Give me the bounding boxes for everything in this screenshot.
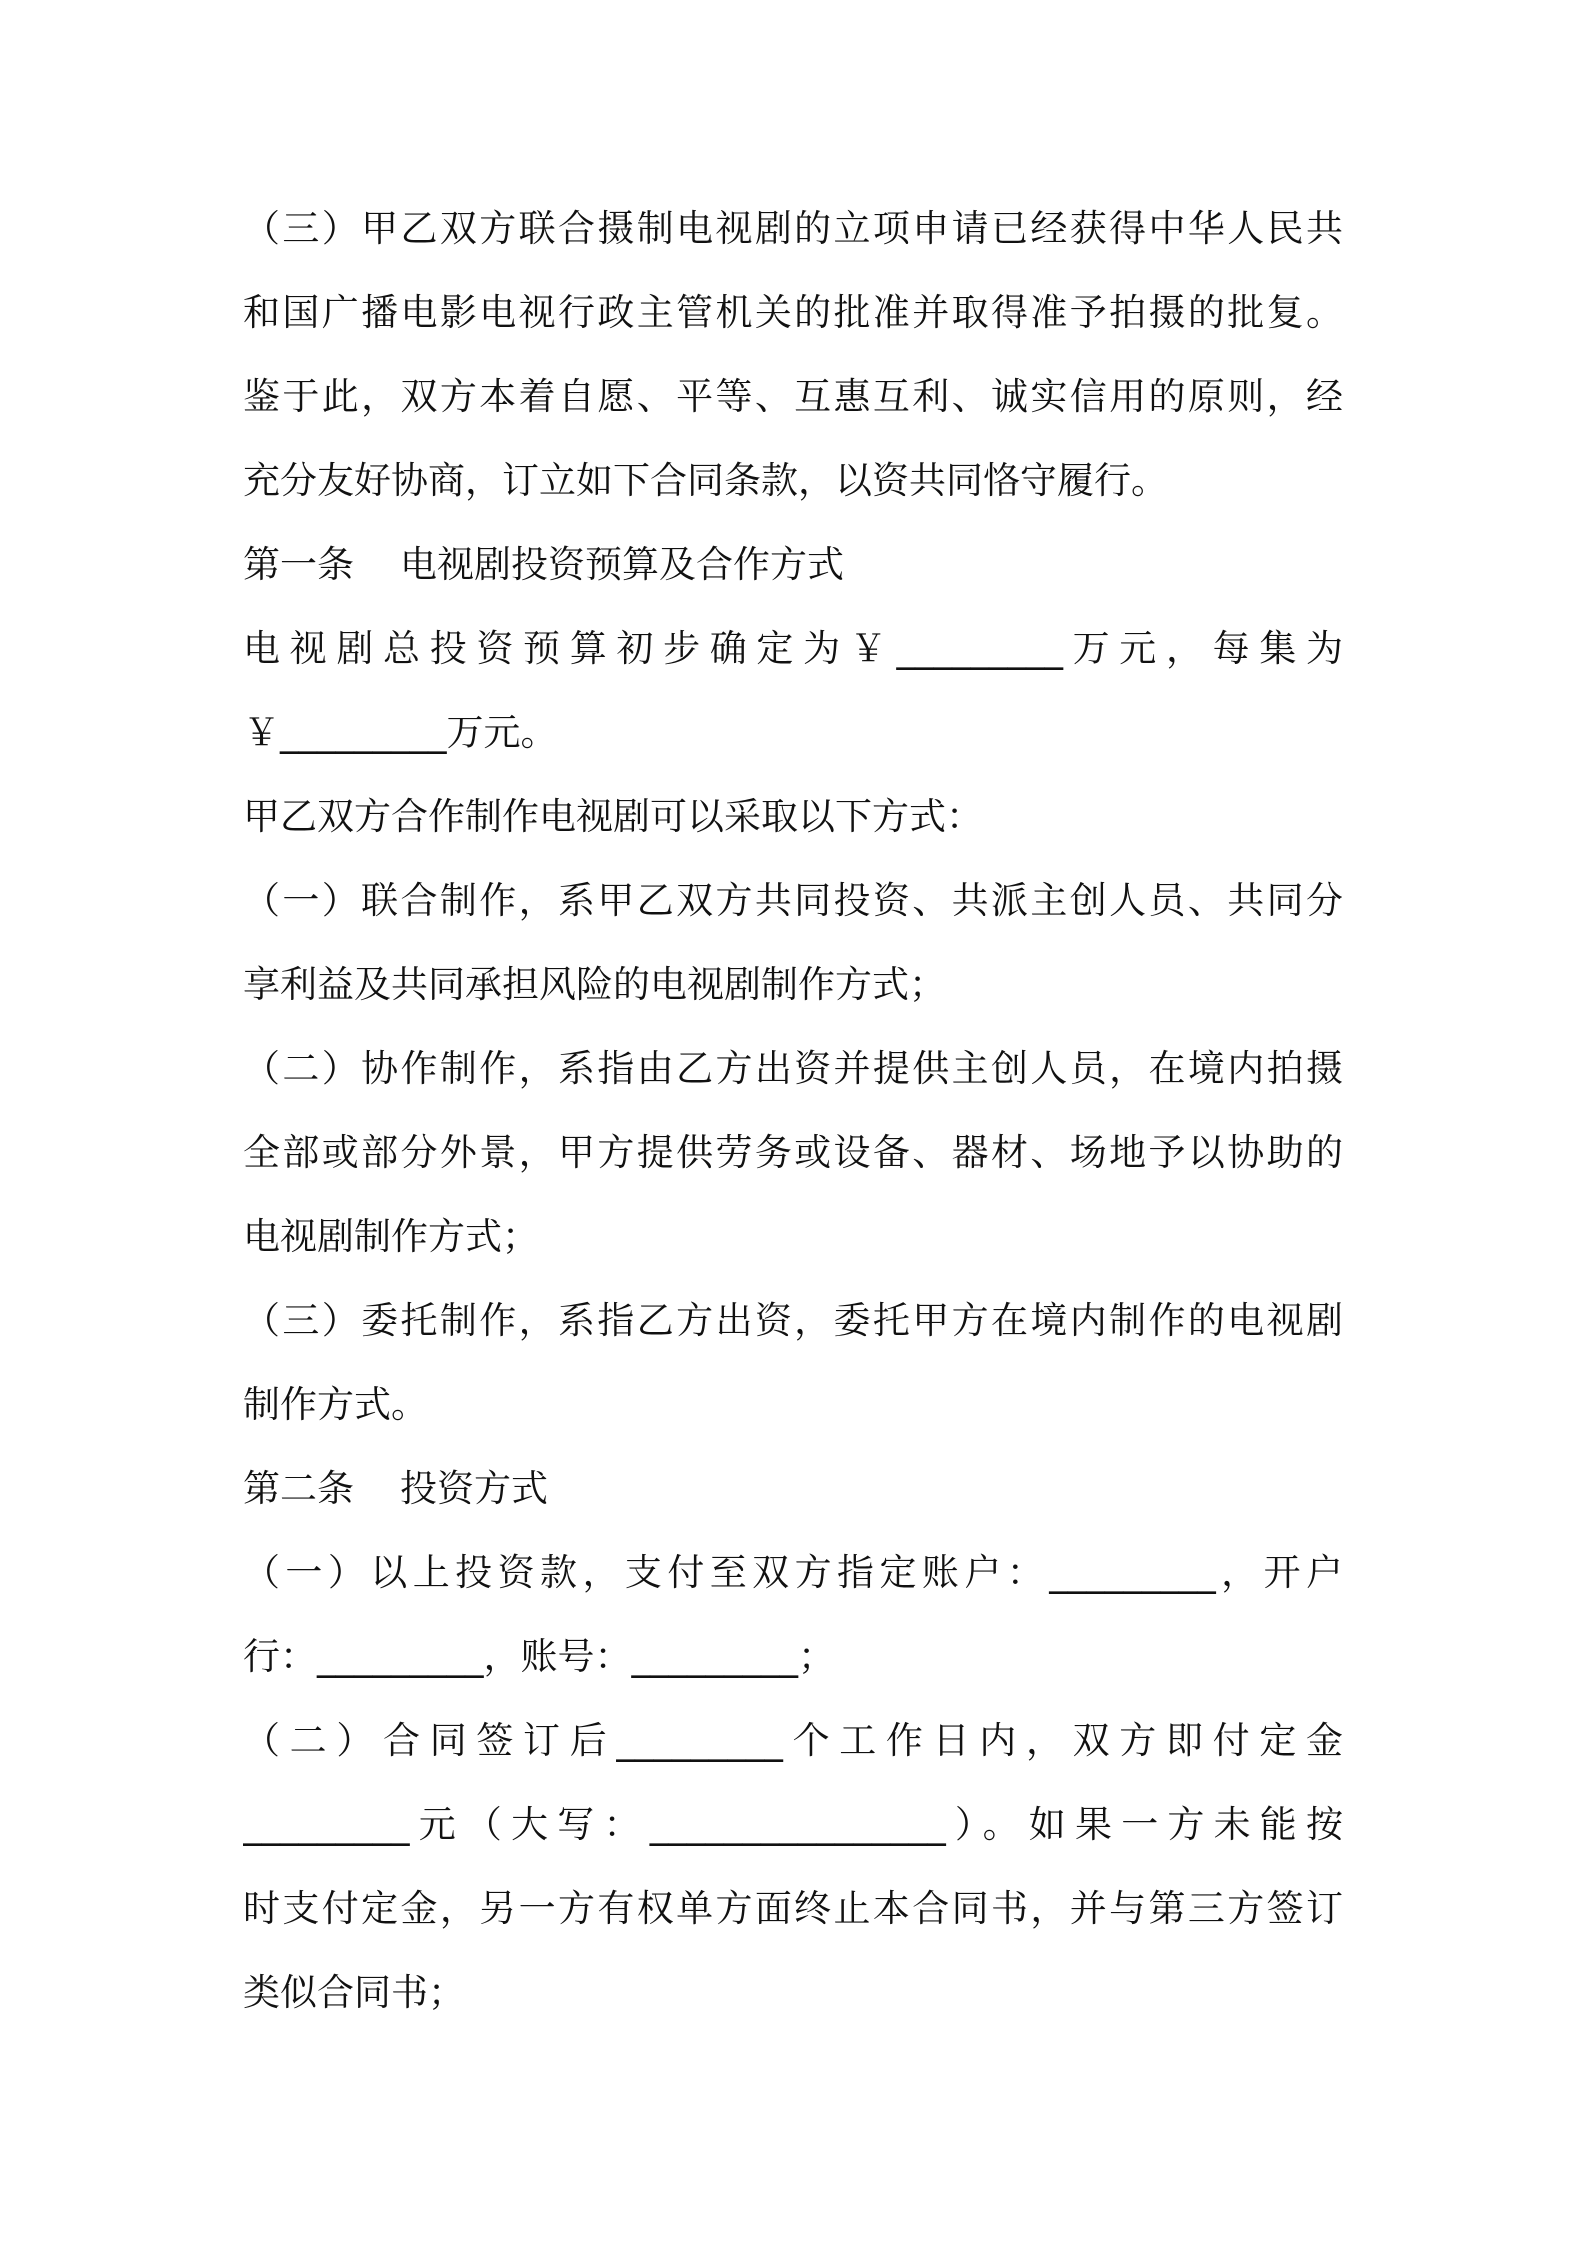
paragraph-line: 鉴于此，双方本着自愿、平等、互惠互利、诚实信用的原则，经 bbox=[243, 375, 1343, 418]
paragraph-line: 电视剧制作方式； bbox=[243, 1215, 539, 1258]
paragraph-line: （三）甲乙双方联合摄制电视剧的立项申请已经获得中华人民共 bbox=[243, 207, 1343, 250]
paragraph-line: 充分友好协商，订立如下合同条款，以资共同恪守履行。 bbox=[243, 459, 1168, 502]
paragraph-line: 全部或部分外景，甲方提供劳务或设备、器材、场地予以协助的 bbox=[243, 1131, 1343, 1174]
paragraph-line: _________元（大写：________________）。如果一方未能按 bbox=[243, 1803, 1343, 1846]
article-2-title: 投资方式 bbox=[400, 1467, 548, 1510]
paragraph-line: 行：_________，账号：_________； bbox=[243, 1635, 835, 1678]
paragraph-line: （二）合同签订后_________个工作日内，双方即付定金 bbox=[243, 1719, 1343, 1762]
article-2-heading bbox=[243, 1459, 1343, 1519]
article-2-number: 第二条 bbox=[243, 1467, 354, 1510]
paragraph-line: 时支付定金，另一方有权单方面终止本合同书，并与第三方签订 bbox=[243, 1887, 1343, 1930]
paragraph-line: 类似合同书； bbox=[243, 1971, 465, 2014]
paragraph-line: （三）委托制作，系指乙方出资，委托甲方在境内制作的电视剧 bbox=[243, 1299, 1343, 1342]
paragraph-line: 享利益及共同承担风险的电视剧制作方式； bbox=[243, 963, 946, 1006]
paragraph-line: （二）协作制作，系指由乙方出资并提供主创人员，在境内拍摄 bbox=[243, 1047, 1343, 1090]
paragraph-line: ￥_________万元。 bbox=[243, 711, 558, 754]
paragraph-line: 甲乙双方合作制作电视剧可以采取以下方式： bbox=[243, 795, 983, 838]
paragraph-line: 制作方式。 bbox=[243, 1383, 428, 1426]
article-1-title: 电视剧投资预算及合作方式 bbox=[400, 543, 844, 586]
paragraph-line: （一）以上投资款，支付至双方指定账户：_________，开户 bbox=[243, 1551, 1343, 1594]
article-1-heading bbox=[243, 535, 1343, 595]
article-1-number: 第一条 bbox=[243, 543, 354, 586]
paragraph-line: 电视剧总投资预算初步确定为￥_________万元，每集为 bbox=[243, 627, 1343, 670]
paragraph-line: （一）联合制作，系甲乙双方共同投资、共派主创人员、共同分 bbox=[243, 879, 1343, 922]
paragraph-line: 和国广播电影电视行政主管机关的批准并取得准予拍摄的批复。 bbox=[243, 291, 1343, 334]
